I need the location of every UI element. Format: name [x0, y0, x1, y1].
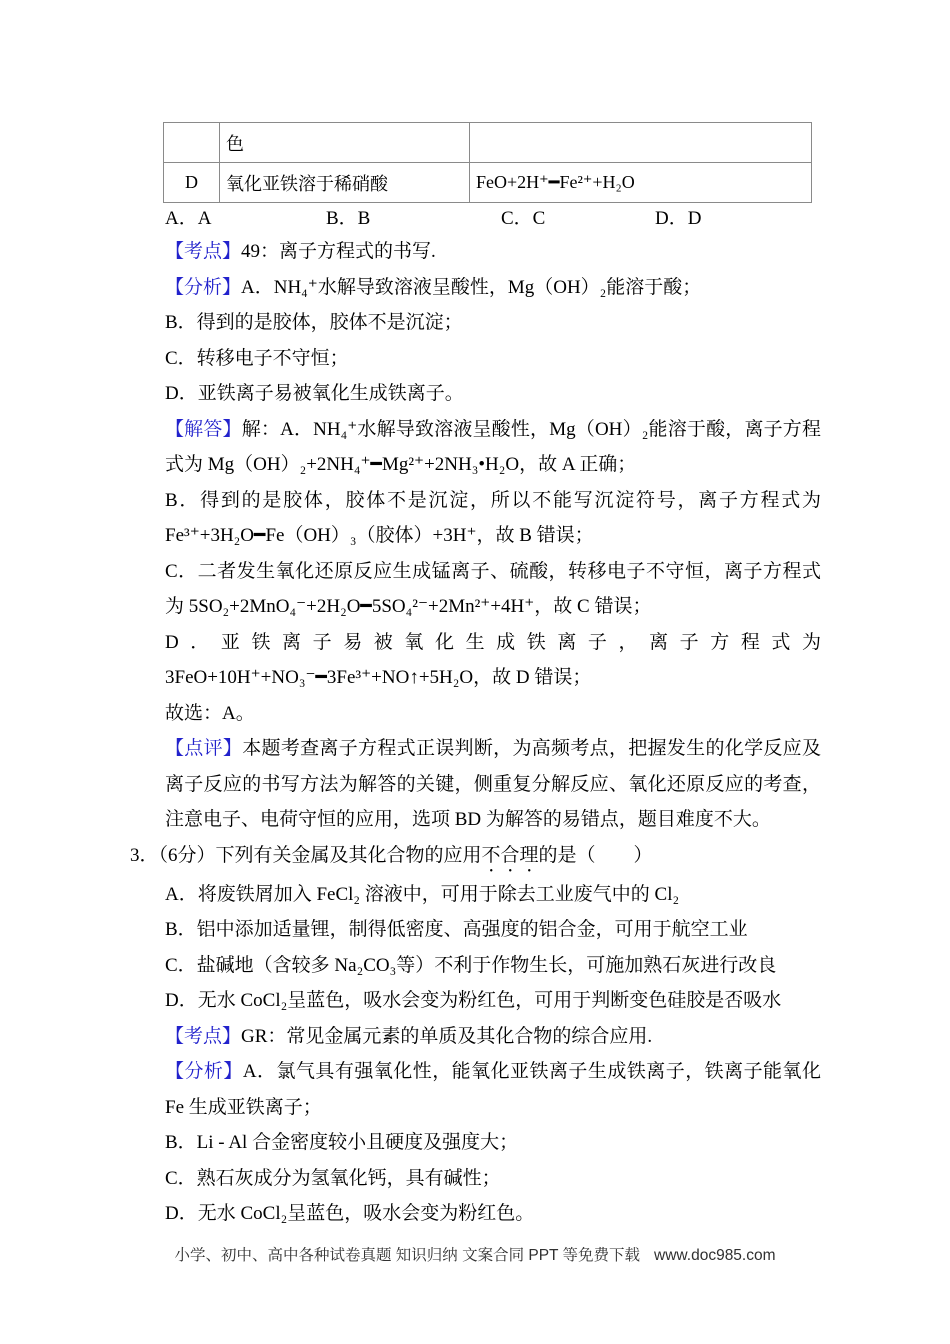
fenxi-label: 【分析】	[165, 276, 242, 298]
kaodian-text: 49：离子方程式的书写.	[241, 241, 436, 262]
table-cell-equation	[470, 123, 812, 163]
table-row	[164, 163, 812, 203]
answer-choices-row	[165, 203, 821, 234]
fenxi-text-a: A．NH₄⁺水解导致溶液呈酸性，Mg（OH）₂能溶于酸；	[241, 276, 702, 298]
kaodian-label: 【考点】	[165, 1025, 242, 1047]
choice-d: D．D	[655, 208, 702, 229]
q2-kaodian-paragraph	[165, 234, 821, 270]
jieda-label: 【解答】	[165, 418, 242, 440]
q3-fenxi-paragraph-b: B．Li - Al 合金密度较小且硬度及强度大；	[165, 1132, 519, 1153]
q3-fenxi-paragraph-c: C．熟石灰成分为氢氧化钙，具有碱性；	[165, 1167, 501, 1189]
q3-heading	[130, 838, 821, 877]
jieda-text-a: 解：A．NH₄⁺水解导致溶液呈酸性，Mg（OH）₂能溶于酸，离子方程式为 Mg（OH）₂+2NH₄⁺━Mg²⁺+2NH₃•H₂O，故 A 正确；	[165, 418, 821, 475]
q2-fenxi-paragraph-d: D．亚铁离子易被氧化生成铁离子。	[165, 383, 464, 404]
question-table	[163, 122, 812, 203]
q3-option-d: D．无水 CoCl₂呈蓝色，吸水会变为粉红色，可用于判断变色硅胶是否吸水	[165, 990, 782, 1011]
q3-number: 3．	[130, 844, 159, 866]
table-cell-description: 氧化亚铁溶于稀硝酸	[220, 163, 470, 203]
table-row	[164, 123, 812, 163]
q3-text-prefix: （6分）下列有关金属及其化合物的应用	[158, 844, 482, 866]
q3-text-suffix: 的是（ ）	[538, 844, 653, 866]
footer-url: www.doc985.com	[654, 1247, 776, 1264]
q2-fenxi-paragraph-c: C．转移电子不守恒；	[165, 347, 349, 369]
q3-option-c: C．盐碱地（含较多 Na₂CO₃等）不利于作物生长，可施加熟石灰进行改良	[165, 954, 777, 976]
kaodian-label: 【考点】	[165, 241, 242, 262]
dianping-text: 本题考查离子方程式正误判断，为高频考点，把握发生的化学反应及离子反应的书写方法为解答的关键，侧重复分解反应、氧化还原反应的考查，注意电子、电荷守恒的应用，选项 BD 为解答的易错点，题目难度不大。	[165, 738, 821, 830]
q3-option-b: B．铝中添加适量锂，制得低密度、高强度的铝合金，可用于航空工业	[165, 919, 748, 940]
q3-kaodian-paragraph	[165, 1019, 821, 1055]
choice-b: B．B	[326, 208, 371, 229]
footer-text: 小学、初中、高中各种试卷真题 知识归纳 文案合同 PPT 等免费下载	[174, 1247, 641, 1264]
fenxi-label: 【分析】	[165, 1061, 243, 1082]
q3-fenxi-paragraph-a	[165, 1054, 821, 1125]
document-content	[130, 122, 821, 1232]
q2-jieda-paragraph-b: B．得到的是胶体，胶体不是沉淀，所以不能写沉淀符号，离子方程式为 Fe³⁺+3H₂O━Fe（OH）₃（胶体）+3H⁺，故 B 错误；	[165, 489, 821, 546]
choice-a: A．A	[165, 208, 212, 229]
q2-jieda-paragraph-d: D．亚铁离子易被氧化生成铁离子，离子方程式为 3FeO+10H⁺+NO₃⁻━3Fe³⁺+NO↑+5H₂O，故 D 错误；	[165, 631, 821, 688]
table-cell-option: D	[164, 163, 220, 203]
q2-jieda-paragraph-c: C．二者发生氧化还原反应生成锰离子、硫酸，转移电子不守恒，离子方程式为 5SO₂+2MnO₄⁻+2H₂O━5SO₄²⁻+2Mn²⁺+4H⁺，故 C 错误；	[165, 560, 821, 617]
table-cell-equation: FeO+2H⁺━Fe²⁺+H₂O	[470, 163, 812, 203]
kaodian-text: GR：常见金属元素的单质及其化合物的综合应用.	[241, 1025, 653, 1047]
q2-fenxi-paragraph-b: B．得到的是胶体，胶体不是沉淀；	[165, 312, 463, 333]
page-footer	[0, 1243, 950, 1265]
q2-answer-conclusion: 故选：A。	[165, 702, 255, 724]
table-cell-option	[164, 123, 220, 163]
q3-emphasized-text: 不合理	[481, 844, 539, 866]
q3-option-a: A．将废铁屑加入 FeCl₂ 溶液中，可用于除去工业废气中的 Cl₂	[165, 883, 680, 905]
q3-fenxi-paragraph-d: D．无水 CoCl₂呈蓝色，吸水会变为粉红色。	[165, 1203, 535, 1224]
q2-dianping-paragraph	[165, 731, 821, 838]
q2-fenxi-paragraph-a	[165, 270, 821, 306]
choice-c: C．C	[501, 208, 546, 229]
table-cell-description: 色	[220, 123, 470, 163]
q2-jieda-paragraph-a	[165, 412, 821, 483]
fenxi-text-a: A．氯气具有强氧化性，能氧化亚铁离子生成铁离子，铁离子能氧化 Fe 生成亚铁离子；	[165, 1061, 821, 1118]
dianping-label: 【点评】	[165, 738, 243, 759]
